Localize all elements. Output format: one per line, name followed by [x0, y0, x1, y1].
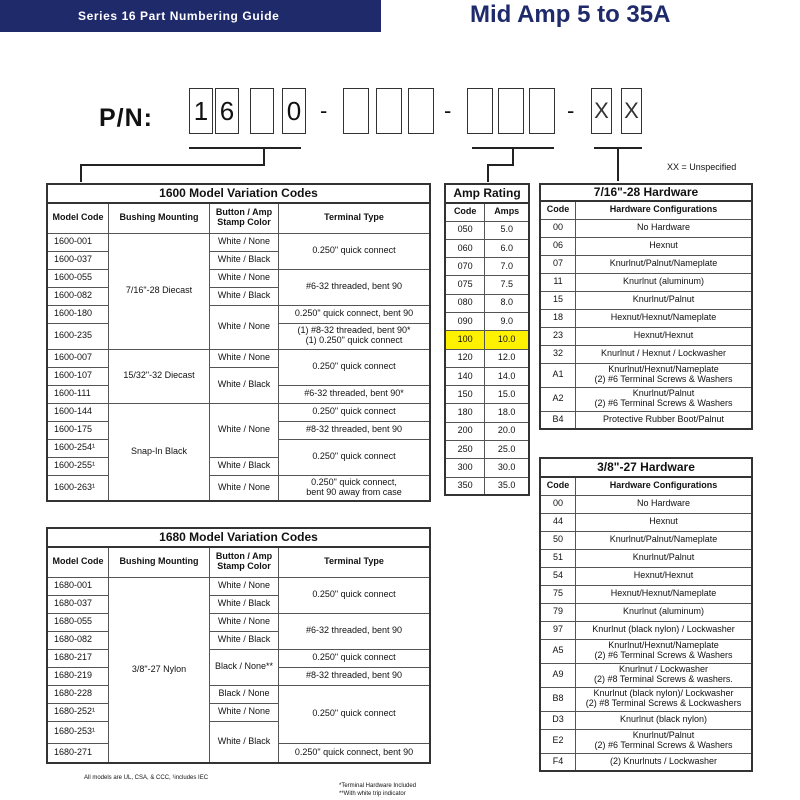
terminal-line: (1) #8-32 threaded, bent 90*: [297, 325, 411, 336]
amp-amps: 35.0: [485, 477, 529, 495]
model-code: 1600-037: [47, 251, 109, 269]
amp-amps: 9.0: [485, 312, 529, 330]
col-color: Button / Amp Stamp Color: [210, 203, 279, 233]
terminal-cell: #8-32 threaded, bent 90: [279, 421, 431, 439]
hw-config: [576, 531, 753, 549]
bracket-model-run: [80, 164, 265, 166]
hw-code: 15: [540, 291, 576, 309]
color-cell: Black / None: [210, 685, 279, 703]
hw-config: [576, 345, 753, 363]
hw-config: [576, 567, 753, 585]
hw-config-line: Hexnut: [649, 516, 678, 527]
model-code: 1680-252¹: [47, 703, 109, 721]
color-cell: White / Black: [210, 457, 279, 475]
hw-row: [540, 639, 752, 663]
col-hardware: Hardware Configurations: [576, 477, 753, 495]
amp-code: 140: [445, 367, 485, 385]
hw-config-line: Hexnut/Hexnut: [633, 570, 694, 581]
bracket-model-drop: [80, 164, 82, 182]
hw-config: [576, 237, 753, 255]
hw-config: [576, 327, 753, 345]
hw-code: A9: [540, 663, 576, 687]
hw-row: [540, 513, 752, 531]
hw-config-line: Knurlnut (aluminum): [622, 606, 705, 617]
col-terminal: Terminal Type: [279, 203, 431, 233]
amp-row: [445, 459, 529, 477]
hw-config-line: Protective Rubber Boot/Palnut: [602, 413, 725, 424]
model-code: 1600-007: [47, 349, 109, 367]
hw-code: 23: [540, 327, 576, 345]
model-code: 1600-235: [47, 323, 109, 349]
hw-config-line: (2) Knurlnuts / Lockwasher: [609, 755, 718, 766]
amp-amps: 7.0: [485, 258, 529, 276]
terminal-cell: [279, 323, 431, 349]
hw-row: [540, 687, 752, 711]
hw-row: [540, 753, 752, 771]
model-code: 1600-107: [47, 367, 109, 385]
terminal-cell: 0.250" quick connect: [279, 349, 431, 385]
col-bushing: Bushing Mounting: [109, 203, 210, 233]
hw-row: [540, 585, 752, 603]
pn-box-9: [498, 88, 524, 134]
terminal-cell: 0.250" quick connect: [279, 403, 431, 421]
hw-config-line: Knurlnut/Palnut: [632, 294, 695, 305]
hw-code: 75: [540, 585, 576, 603]
amp-row: [445, 331, 529, 349]
amp-code: 070: [445, 258, 485, 276]
model-code: 1600-055: [47, 269, 109, 287]
terminal-cell: 0.250" quick connect: [279, 439, 431, 475]
hw-config: [576, 621, 753, 639]
amp-amps: 20.0: [485, 422, 529, 440]
bracket-model-stem: [263, 147, 265, 165]
col-code: Code: [540, 201, 576, 219]
hw-code: 00: [540, 219, 576, 237]
table-1600-title: 1600 Model Variation Codes: [47, 184, 430, 203]
hw-config-line: (2) #6 Terminal Screws & Washers: [594, 374, 733, 384]
col-terminal: Terminal Type: [279, 547, 431, 577]
model-code: 1680-055: [47, 613, 109, 631]
hw-config-line: (2) #8 Terminal Screws & Lockwashers: [585, 698, 742, 708]
hw-row: [540, 291, 752, 309]
page-title: Mid Amp 5 to 35A: [470, 1, 671, 28]
footnote-trip: **With white trip indicator: [339, 791, 406, 797]
pn-box-3: [250, 88, 274, 134]
col-model-code: Model Code: [47, 203, 109, 233]
hw-code: F4: [540, 753, 576, 771]
col-code: Code: [540, 477, 576, 495]
amp-rating-title: Amp Rating: [445, 184, 529, 203]
hw-row: [540, 219, 752, 237]
amp-code: 100: [445, 331, 485, 349]
bushing-cell: 7/16"-28 Diecast: [109, 233, 210, 349]
hw-config-line: Knurlnut (black nylon): [619, 714, 708, 725]
pn-box-1: 1: [189, 88, 213, 134]
xx-note: XX = Unspecified: [667, 162, 737, 172]
amp-code: 250: [445, 441, 485, 459]
amp-amps: 10.0: [485, 331, 529, 349]
model-code: 1680-037: [47, 595, 109, 613]
bracket-amp-drop: [487, 164, 489, 182]
hw-config: [576, 255, 753, 273]
color-cell: White / Black: [210, 287, 279, 305]
pn-box-4: 0: [282, 88, 306, 134]
color-cell: White / None: [210, 305, 279, 349]
col-color: Button / Amp Stamp Color: [210, 547, 279, 577]
hw-code: 07: [540, 255, 576, 273]
hw-config: [576, 291, 753, 309]
color-cell: White / None: [210, 349, 279, 367]
hw-row: [540, 309, 752, 327]
model-code: 1680-217: [47, 649, 109, 667]
hw-config-line: No Hardware: [636, 222, 691, 233]
hw-code: 32: [540, 345, 576, 363]
terminal-cell: [279, 475, 431, 501]
terminal-cell: #8-32 threaded, bent 90: [279, 667, 431, 685]
table-1680-title: 1680 Model Variation Codes: [47, 528, 430, 547]
hw-config: [576, 411, 753, 429]
hw-row: [540, 711, 752, 729]
amp-row: [445, 386, 529, 404]
hw-config-line: (2) #8 Terminal Screws & washers.: [594, 674, 733, 684]
hw-code: A2: [540, 387, 576, 411]
hw-code: A5: [540, 639, 576, 663]
amp-amps: 30.0: [485, 459, 529, 477]
amp-code: 075: [445, 276, 485, 294]
amp-row: [445, 258, 529, 276]
hw-config: [576, 639, 753, 663]
hw-row: [540, 345, 752, 363]
amp-amps: 12.0: [485, 349, 529, 367]
amp-code: 060: [445, 239, 485, 257]
hw-code: D3: [540, 711, 576, 729]
amp-amps: 14.0: [485, 367, 529, 385]
terminal-cell: 0.250" quick connect: [279, 685, 431, 743]
amp-row: [445, 441, 529, 459]
pn-dash-1: -: [320, 98, 328, 123]
footnote-terminal: *Terminal Hardware Included: [339, 783, 417, 789]
hw-config: [576, 711, 753, 729]
footnote-models: All models are UL, CSA, & CCC, ¹includes IEC: [84, 775, 209, 781]
pn-box-2: 6: [215, 88, 239, 134]
model-code: 1600-263¹: [47, 475, 109, 501]
terminal-cell: #6-32 threaded, bent 90: [279, 613, 431, 649]
hw-code: 54: [540, 567, 576, 585]
amp-row: [445, 276, 529, 294]
hw-config: [576, 513, 753, 531]
model-code: 1600-082: [47, 287, 109, 305]
color-cell: White / None: [210, 475, 279, 501]
pn-label: P/N:: [99, 104, 153, 132]
model-code: 1600-144: [47, 403, 109, 421]
hw-config: [576, 363, 753, 387]
hw-config: [576, 387, 753, 411]
table-amp-rating: [444, 183, 530, 496]
amp-code: 350: [445, 477, 485, 495]
hw-config-line: Knurlnut/Palnut: [632, 730, 695, 741]
hw-row: [540, 255, 752, 273]
pn-box-7: [408, 88, 434, 134]
hw-config-line: Knurlnut/Hexnut/Nameplate: [608, 640, 719, 651]
amp-row: [445, 239, 529, 257]
hw-code: 06: [540, 237, 576, 255]
terminal-cell: #6-32 threaded, bent 90*: [279, 385, 431, 403]
amp-amps: 25.0: [485, 441, 529, 459]
amp-row: [445, 294, 529, 312]
pn-box-6: [376, 88, 402, 134]
hw38-title: 3/8"-27 Hardware: [540, 458, 752, 477]
hw-row: [540, 621, 752, 639]
model-code: 1600-180: [47, 305, 109, 323]
col-code: Code: [445, 203, 485, 221]
hw-config: [576, 585, 753, 603]
terminal-cell: 0.250" quick connect: [279, 233, 431, 269]
color-cell: White / None: [210, 233, 279, 251]
col-amps: Amps: [485, 203, 529, 221]
hw-code: 50: [540, 531, 576, 549]
hw-config: [576, 309, 753, 327]
amp-amps: 18.0: [485, 404, 529, 422]
hw-row: [540, 273, 752, 291]
terminal-cell: 0.250" quick connect: [279, 649, 431, 667]
model-code: 1600-255¹: [47, 457, 109, 475]
hw-config-line: (2) #6 Terminal Screws & Washers: [594, 650, 733, 660]
col-model-code: Model Code: [47, 547, 109, 577]
hw-config-line: Knurlnut/Palnut/Nameplate: [609, 258, 718, 269]
hw-config-line: (2) #6 Terminal Screws & Washers: [594, 740, 733, 750]
hw-code: 97: [540, 621, 576, 639]
model-code: 1680-228: [47, 685, 109, 703]
hw-row: [540, 663, 752, 687]
hw-config: [576, 219, 753, 237]
color-cell: White / None: [210, 703, 279, 721]
col-bushing: Bushing Mounting: [109, 547, 210, 577]
amp-amps: 5.0: [485, 221, 529, 239]
hw-row: [540, 237, 752, 255]
bushing-cell: 3/8"-27 Nylon: [109, 577, 210, 763]
hw-config-line: Knurlnut/Palnut/Nameplate: [609, 534, 718, 545]
model-code: 1680-271: [47, 743, 109, 763]
terminal-cell: 0.250" quick connect, bent 90: [279, 305, 431, 323]
hw-code: E2: [540, 729, 576, 753]
color-cell: Black / None**: [210, 649, 279, 685]
hw-row: [540, 363, 752, 387]
hw716-title: 7/16"-28 Hardware: [540, 184, 752, 201]
header-band: [0, 0, 381, 32]
color-cell: White / None: [210, 403, 279, 457]
amp-row: [445, 422, 529, 440]
terminal-line: 0.250" quick connect,: [311, 476, 397, 487]
pn-box-11: X: [591, 88, 612, 134]
bracket-amp-run: [487, 164, 514, 166]
hw-config-line: Knurlnut / Lockwasher: [618, 664, 709, 675]
amp-code: 120: [445, 349, 485, 367]
amp-code: 200: [445, 422, 485, 440]
hw-config-line: Knurlnut/Palnut: [632, 552, 695, 563]
hw-row: [540, 327, 752, 345]
hw-row: [540, 549, 752, 567]
color-cell: White / None: [210, 613, 279, 631]
pn-box-10: [529, 88, 555, 134]
table-1600: [46, 183, 431, 502]
pn-dash-3: -: [567, 98, 575, 123]
amp-code: 300: [445, 459, 485, 477]
color-cell: White / Black: [210, 721, 279, 763]
hw-row: [540, 495, 752, 513]
amp-row: [445, 477, 529, 495]
hw-code: 51: [540, 549, 576, 567]
pn-box-5: [343, 88, 369, 134]
hw-code: 79: [540, 603, 576, 621]
amp-amps: 15.0: [485, 386, 529, 404]
pn-box-12: X: [621, 88, 642, 134]
amp-code: 150: [445, 386, 485, 404]
hw-config-line: Hexnut: [649, 240, 678, 251]
color-cell: White / None: [210, 577, 279, 595]
hw-config: [576, 663, 753, 687]
series-label: Series 16 Part Numbering Guide: [78, 9, 280, 23]
amp-row: [445, 404, 529, 422]
table-1680: [46, 527, 431, 764]
hw-code: 11: [540, 273, 576, 291]
amp-code: 180: [445, 404, 485, 422]
model-code: 1600-111: [47, 385, 109, 403]
model-code: 1600-001: [47, 233, 109, 251]
hw-code: 00: [540, 495, 576, 513]
amp-row: [445, 221, 529, 239]
pn-dash-2: -: [444, 98, 452, 123]
hw-code: 44: [540, 513, 576, 531]
hw-row: [540, 411, 752, 429]
amp-row: [445, 349, 529, 367]
hw-code: 18: [540, 309, 576, 327]
color-cell: White / Black: [210, 251, 279, 269]
hw-config-line: No Hardware: [636, 498, 691, 509]
hw-config-line: Hexnut/Hexnut/Nameplate: [610, 588, 717, 599]
hw-config-line: Knurlnut (black nylon) / Lockwasher: [592, 624, 735, 635]
model-code: 1680-219: [47, 667, 109, 685]
hw-config-line: Hexnut/Hexnut: [633, 330, 694, 341]
model-code: 1680-001: [47, 577, 109, 595]
hw-config-line: Knurlnut / Hexnut / Lockwasher: [600, 348, 727, 359]
amp-amps: 7.5: [485, 276, 529, 294]
model-code: 1600-175: [47, 421, 109, 439]
terminal-cell: #6-32 threaded, bent 90: [279, 269, 431, 305]
hw-config-line: Knurlnut (aluminum): [622, 276, 705, 287]
model-code: 1680-253¹: [47, 721, 109, 743]
hw-config-line: Knurlnut/Hexnut/Nameplate: [608, 364, 719, 375]
hw-config: [576, 687, 753, 711]
hw-row: [540, 387, 752, 411]
bracket-amp-stem: [512, 147, 514, 165]
hw-row: [540, 531, 752, 549]
model-code: 1600-254¹: [47, 439, 109, 457]
terminal-cell: 0.250" quick connect, bent 90: [279, 743, 431, 763]
bushing-cell: Snap-In Black: [109, 403, 210, 501]
hw-config: [576, 495, 753, 513]
hw-config-line: (2) #6 Terminal Screws & Washers: [594, 398, 733, 408]
bracket-model: [189, 147, 301, 149]
hw-config-line: Knurlnut/Palnut: [632, 388, 695, 399]
hw-config: [576, 549, 753, 567]
hw-code: B8: [540, 687, 576, 711]
hw-code: B4: [540, 411, 576, 429]
model-code: 1680-082: [47, 631, 109, 649]
amp-code: 050: [445, 221, 485, 239]
amp-amps: 6.0: [485, 239, 529, 257]
hw-config-line: Hexnut/Hexnut/Nameplate: [610, 312, 717, 323]
hw-config: [576, 603, 753, 621]
table-hw-38: [539, 457, 753, 772]
col-hardware: Hardware Configurations: [576, 201, 753, 219]
hw-config: [576, 273, 753, 291]
bushing-cell: 15/32"-32 Diecast: [109, 349, 210, 403]
amp-row: [445, 367, 529, 385]
hw-config: [576, 729, 753, 753]
hw-code: A1: [540, 363, 576, 387]
bracket-hw-stem: [617, 147, 619, 181]
amp-row: [445, 312, 529, 330]
terminal-cell: 0.250" quick connect: [279, 577, 431, 613]
color-cell: White / Black: [210, 367, 279, 403]
hw-config-line: Knurlnut (black nylon)/ Lockwasher: [593, 688, 734, 699]
terminal-line: bent 90 away from case: [306, 486, 402, 497]
amp-code: 090: [445, 312, 485, 330]
pn-box-8: [467, 88, 493, 134]
table-hw-716: [539, 183, 753, 430]
color-cell: White / None: [210, 269, 279, 287]
hw-config: [576, 753, 753, 771]
amp-code: 080: [445, 294, 485, 312]
terminal-line: (1) 0.250" quick connect: [305, 335, 403, 345]
hw-row: [540, 603, 752, 621]
hw-row: [540, 567, 752, 585]
color-cell: White / Black: [210, 595, 279, 613]
amp-amps: 8.0: [485, 294, 529, 312]
color-cell: White / Black: [210, 631, 279, 649]
hw-row: [540, 729, 752, 753]
